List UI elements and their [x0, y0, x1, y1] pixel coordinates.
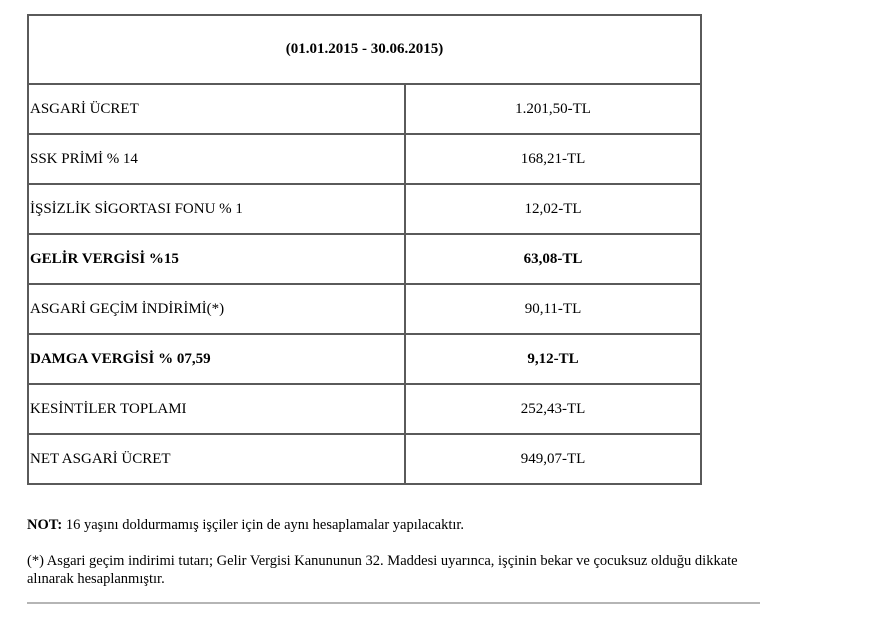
row-label-living-allowance: ASGARİ GEÇİM İNDİRİMİ(*): [28, 284, 405, 334]
table-row: [28, 234, 701, 284]
row-label-ssk-premium: SSK PRİMİ % 14: [28, 134, 405, 184]
row-label-income-tax: GELİR VERGİSİ %15: [28, 234, 405, 284]
table-row: [28, 84, 701, 134]
table-row: [28, 134, 701, 184]
row-value-living-allowance: 90,11-TL: [405, 284, 701, 334]
row-label-total-deductions: KESİNTİLER TOPLAMI: [28, 384, 405, 434]
table-row: [28, 284, 701, 334]
minimum-wage-table: [27, 14, 702, 485]
row-value-stamp-tax: 9,12-TL: [405, 334, 701, 384]
period-heading: (01.01.2015 - 30.06.2015): [28, 15, 701, 84]
row-label-net-wage: NET ASGARİ ÜCRET: [28, 434, 405, 484]
note-prefix: NOT:: [27, 517, 63, 533]
note-text: 16 yaşını doldurmamış işçiler için de aynı hesaplamalar yapılacaktır.: [62, 517, 465, 533]
row-value-ssk-premium: 168,21-TL: [405, 134, 701, 184]
table-header-row: [28, 15, 701, 84]
horizontal-divider: [27, 602, 760, 604]
row-value-gross-wage: 1.201,50-TL: [405, 84, 701, 134]
row-value-net-wage: 949,07-TL: [405, 434, 701, 484]
row-label-unemployment-fund: İŞSİZLİK SİGORTASI FONU % 1: [28, 184, 405, 234]
row-label-gross-wage: ASGARİ ÜCRET: [28, 84, 405, 134]
row-value-income-tax: 63,08-TL: [405, 234, 701, 284]
row-value-total-deductions: 252,43-TL: [405, 384, 701, 434]
footnote-paragraph: (*) Asgari geçim indirimi tutarı; Gelir Vergisi Kanununun 32. Maddesi uyarınca, işçinin bekar ve çocuksuz olduğu dikkate alınarak hesaplanmıştır.: [27, 553, 738, 587]
table-row: [28, 334, 701, 384]
table-row: [28, 384, 701, 434]
table-row: [28, 184, 701, 234]
note-paragraph: [27, 517, 464, 534]
table-row: [28, 434, 701, 484]
row-value-unemployment-fund: 12,02-TL: [405, 184, 701, 234]
row-label-stamp-tax: DAMGA VERGİSİ % 07,59: [28, 334, 405, 384]
